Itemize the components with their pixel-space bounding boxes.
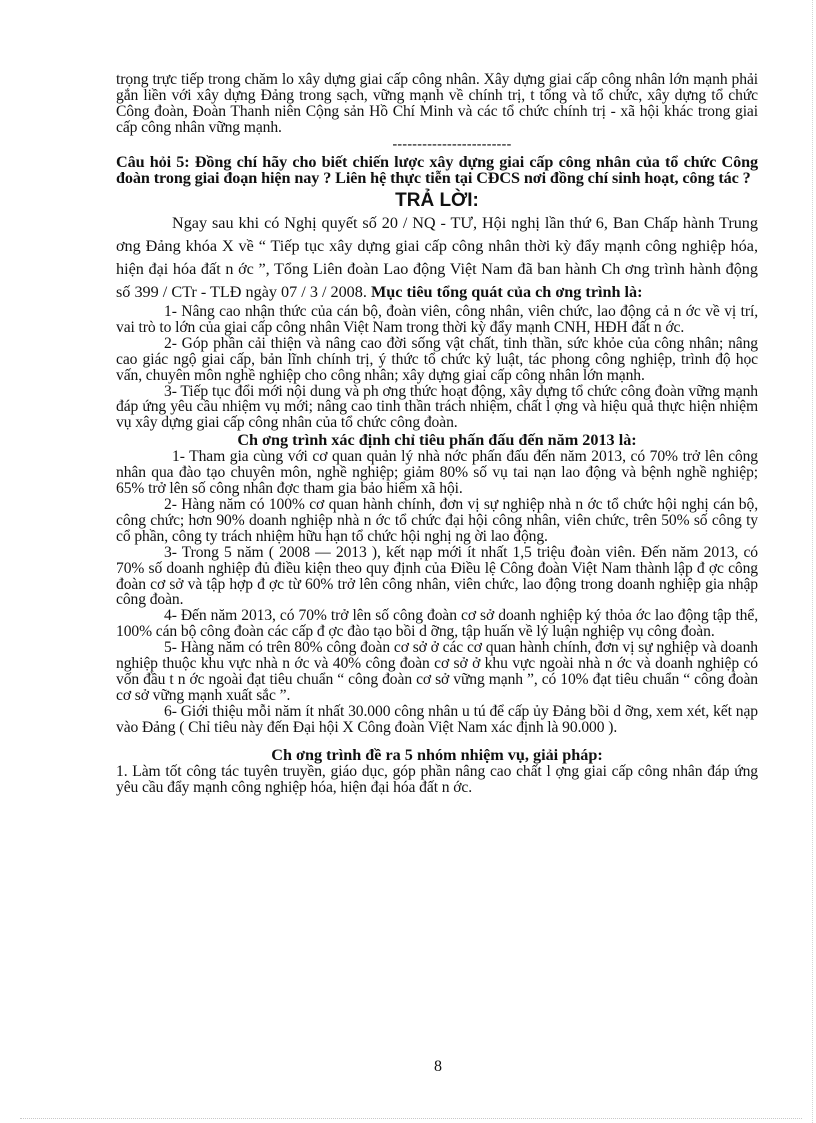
task-item-1: 1. Làm tốt công tác tuyên truyền, giáo dục, góp phần nâng cao chất l ợng giai cấp công nhân đáp ứng yêu cầu đẩy mạnh công nghiệp hóa, hiện đại hóa đất n ớc.	[116, 762, 758, 796]
page-right-border	[812, 0, 813, 1123]
separator-line: ------------------------	[392, 136, 512, 152]
goal-item-2: 2- Góp phần cải thiện và nâng cao đời sống vật chất, tinh thần, sức khỏe của công nhân; nâng cao giác ngộ giai cấp, bản lĩnh chính trị, ý thức tổ chức kỷ luật, tác phong công nghiệp, trình độ học vấn, chuyên môn nghề nghiệp cho công nhân; xây dựng giai cấp công nhân lớn mạnh.	[116, 334, 758, 384]
intro-paragraph: trọng trực tiếp trong chăm lo xây dựng giai cấp công nhân. Xây dựng giai cấp công nhân lớn mạnh phải gắn liền với xây dựng Đảng trong sạch, vững mạnh về chính trị, t tổng và tổ chức, xây dựng tổ chức Công đoàn, Đoàn Thanh niên Cộng sản Hồ Chí Minh và các tổ chức chính trị - xã hội khác trong giai cấp công nhân vững mạnh.	[116, 71, 758, 136]
page-bottom-border	[20, 1118, 802, 1119]
tasks-heading: Ch ơng trình đề ra 5 nhóm nhiệm vụ, giải pháp:	[271, 745, 603, 764]
answer-paragraph	[116, 212, 758, 304]
target-item-5: 5- Hàng năm có trên 80% công đoàn cơ sở ở các cơ quan hành chính, đơn vị sự nghiệp và doanh nghiệp thuộc khu vực nhà n ớc và 40% công đoàn cơ sở ở khu vực ngoài nhà n ớc và doanh nghiệp có vốn đầu t n ớc ngoài đạt tiêu chuẩn “ công đoàn cơ sở vững mạnh ”, có 10% đạt tiêu chuẩn “ công đoàn cơ sở vững mạnh xuất sắc ”.	[116, 639, 758, 704]
goal-item-1: 1- Nâng cao nhận thức của cán bộ, đoàn viên, công nhân, viên chức, lao động cả n ớc về vị trí, vai trò to lớn của giai cấp công nhân Việt Nam trong thời kỳ đẩy mạnh CNH, HĐH đất n ớc.	[116, 303, 758, 336]
goal-item-3: 3- Tiếp tục đổi mới nội dung và ph ơng thức hoạt động, xây dựng tổ chức công đoàn vững mạnh đáp ứng yêu cầu nhiệm vụ mới; nâng cao tinh thần trách nhiệm, chất l ợng và hiệu quả thực hiện nhiệm vụ xây dựng giai cấp công nhân của tổ chức công đoàn.	[116, 382, 758, 432]
target-item-1: 1- Tham gia cùng với cơ quan quản lý nhà nớc phấn đấu đến năm 2013, có 70% trở lên công nhân qua đào tạo chuyên môn, nghề nghiệp; giảm 80% số vụ tai nạn lao động và bệnh nghề nghiệp; 65% trở lên số công nhân đợc tham gia bảo hiểm xã hội.	[116, 448, 758, 498]
target-item-2: 2- Hàng năm có 100% cơ quan hành chính, đơn vị sự nghiệp nhà n ớc tổ chức hội nghị cán bộ, công chức; hơn 90% doanh nghiệp nhà n ớc tổ chức đại hội công nhân, viên chức, trên 50% số công ty cổ phần, công ty trách nhiệm hữu hạn tổ chức hội nghị ng ời lao động.	[116, 496, 758, 545]
target-item-3: 3- Trong 5 năm ( 2008 — 2013 ), kết nạp mới ít nhất 1,5 triệu đoàn viên. Đến năm 2013, có 70% số doanh nghiệp đủ điều kiện theo quy định của Điều lệ Công đoàn Việt Nam thành lập đ ợc công đoàn cơ sở và tập hợp đ ợc từ 60% trở lên công nhân, viên chức, lao động trong doanh nghiệp gia nhập công đoàn.	[116, 543, 758, 609]
page-number: 8	[434, 1058, 442, 1075]
target-item-6: 6- Giới thiệu mỗi năm ít nhất 30.000 công nhân u tú để cấp ủy Đảng bồi d ỡng, xem xét, kết nạp vào Đảng ( Chỉ tiêu này đến Đại hội X Công đoàn Việt Nam xác định là 90.000 ).	[116, 702, 758, 736]
document-page	[116, 72, 758, 795]
targets-heading: Ch ơng trình xác định chỉ tiêu phấn đấu đến năm 2013 là:	[237, 431, 637, 450]
answer-text: Ngay sau khi có Nghị quyết số 20 / NQ - TƯ, Hội nghị lần thứ 6, Ban Chấp hành Trung ơng Đảng khóa X về “ Tiếp tục xây dựng giai cấp công nhân thời kỳ đẩy mạnh công nghiệp hóa, hiện đại hóa đất n ớc ”, Tổng Liên đoàn Lao động Việt Nam đã ban hành Ch ơng trình hành động số 399 / CTr - TLĐ ngày 07 / 3 / 2008.	[116, 214, 758, 302]
target-item-4: 4- Đến năm 2013, có 70% trở lên số công đoàn cơ sở doanh nghiệp ký thỏa ớc lao động tập thể, 100% cán bộ công đoàn các cấp đ ợc đào tạo bồi d ỡng, tập huấn về lý luận nghiệp vụ công đoàn.	[116, 607, 758, 641]
overall-goal-label: Mục tiêu tổng quát của ch ơng trình là:	[370, 283, 643, 302]
question-heading: Câu hỏi 5: Đồng chí hãy cho biết chiến lược xây dựng giai cấp công nhân của tổ chức Công đoàn trong giai đoạn hiện nay ? Liên hệ thực tiễn tại CĐCS nơi đồng chí sinh hoạt, công tác ?	[116, 152, 758, 187]
answer-heading: TRẢ LỜI:	[395, 190, 479, 212]
